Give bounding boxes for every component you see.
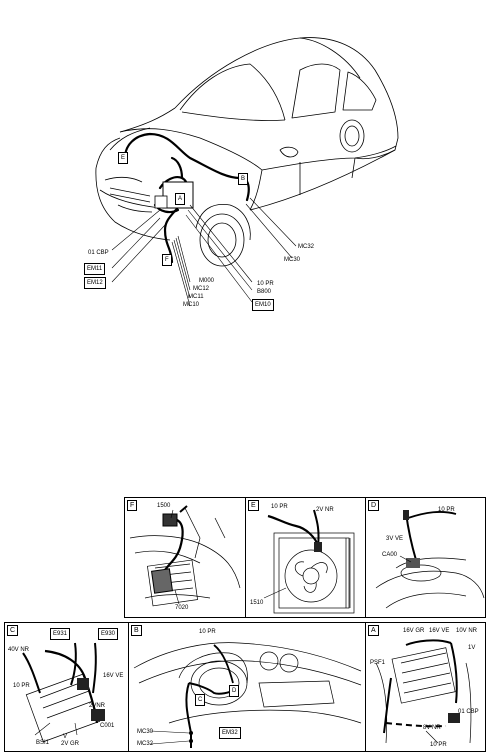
- detail-panel-e: [245, 497, 366, 618]
- car-overview: [0, 0, 487, 330]
- car-outline-drawing: [0, 0, 487, 330]
- panel-b-label-mc32: MC32: [137, 741, 154, 747]
- panel-c-label-2vnr: 2VNR: [89, 703, 106, 709]
- panel-f-label-1500: 1500: [157, 503, 171, 509]
- panel-b-box-c: C: [195, 694, 205, 706]
- callout-mc30: MC30: [284, 257, 301, 263]
- panel-c-label-bsi1: BSI1: [36, 740, 50, 746]
- panel-f-label-7020: 7020: [175, 605, 189, 611]
- panel-b-label-10-pr: 10 PR: [199, 629, 216, 635]
- panel-d-tag: D: [368, 500, 379, 511]
- panel-b-tag: B: [131, 625, 142, 636]
- panel-e-label-1510: 1510: [250, 600, 264, 606]
- panel-c-label-2v-gr: 2V GR: [61, 741, 80, 747]
- callout-01-cbp: 01 CBP: [88, 250, 109, 256]
- zone-letter-e: E: [118, 152, 128, 164]
- panel-f-tag: F: [127, 500, 137, 511]
- callout-mc11: MC11: [188, 294, 204, 300]
- panel-e-drawing: [246, 498, 365, 617]
- panel-c-label-c001: C001: [100, 723, 115, 729]
- panel-a-label-8v-nr: 8V NR: [423, 725, 441, 731]
- panel-a-label-psf1: PSF1: [370, 660, 386, 666]
- callout-mc32: MC32: [298, 244, 315, 250]
- callout-em10: EM10: [252, 299, 274, 311]
- panel-b-box-em32: EM32: [219, 727, 241, 739]
- panel-a-label-1v: 1V: [468, 645, 476, 651]
- panel-a-label-16v-gr: 16V GR: [403, 628, 425, 634]
- panel-a-tag: A: [368, 625, 379, 636]
- panel-c-label-10-pr: 10 PR: [13, 683, 30, 689]
- panel-e-label-2v-nr: 2V NR: [316, 507, 334, 513]
- panel-e-label-10-pr: 10 PR: [271, 504, 288, 510]
- panel-a-label-10-pr: 10 PR: [430, 742, 447, 748]
- panel-c-box-e931: E931: [50, 628, 70, 640]
- detail-panel-a: [365, 622, 486, 752]
- panel-d-label-10-pr: 10 PR: [438, 507, 455, 513]
- panel-c-tag: C: [7, 625, 18, 636]
- callout-em11: EM11: [84, 263, 105, 275]
- panel-a-label-10v-nr: 10V NR: [456, 628, 478, 634]
- detail-panel-f: [124, 497, 246, 618]
- panel-b-box-d: D: [229, 685, 239, 697]
- panel-b-label-mc30: MC30: [137, 729, 154, 735]
- panel-c-label-40v-nr: 40V NR: [8, 647, 30, 653]
- detail-panel-b: [128, 622, 366, 752]
- panel-a-label-01-cbp: 01 CBP: [458, 709, 479, 715]
- zone-letter-b: B: [238, 173, 248, 185]
- panel-a-label-16v-ve: 16V VE: [429, 628, 450, 634]
- callout-mc10: MC10: [183, 302, 200, 308]
- panel-c-label-v: V: [63, 734, 68, 740]
- callout-mc12: MC12: [193, 286, 210, 292]
- callout-10-pr: 10 PR: [257, 281, 274, 287]
- panel-d-label-3v-ve: 3V VE: [386, 536, 404, 542]
- panel-c-label-16v-ve: 16V VE: [103, 673, 124, 679]
- panel-c-box-e930: E930: [98, 628, 118, 640]
- callout-em12: EM12: [84, 277, 106, 289]
- zone-letter-f: F: [162, 254, 172, 266]
- zone-letter-a: A: [175, 193, 185, 205]
- callout-m000: M000: [199, 278, 215, 284]
- panel-f-drawing: [125, 498, 245, 617]
- detail-panel-c: [4, 622, 129, 752]
- detail-panel-d: [365, 497, 486, 618]
- panel-d-label-ca00: CA00: [382, 552, 398, 558]
- callout-b800: B800: [257, 289, 272, 295]
- panel-b-drawing: [129, 623, 365, 751]
- panel-e-tag: E: [248, 500, 259, 511]
